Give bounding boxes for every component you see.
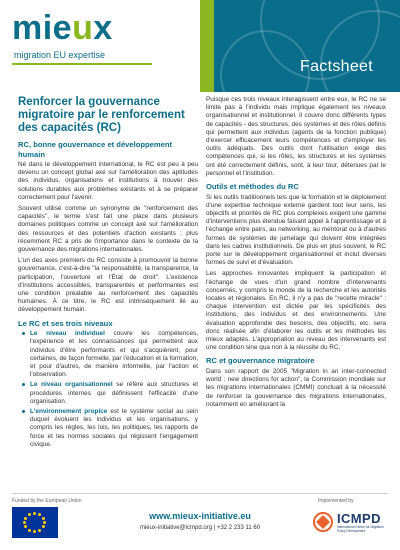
section-heading: Le RC et ses trois niveaux: [18, 318, 113, 328]
list-item-text: se réfère aux structures et procédures internes qui définissent l'efficacité d'une organisation.: [30, 381, 198, 405]
mieux-logo: [12, 8, 142, 70]
document-title: Renforcer la gouvernance migratoire par le renforcement des capacités (RC): [18, 96, 185, 134]
section-heading: RC, bonne gouvernance et développement humain: [18, 140, 173, 159]
eu-star-icon: [28, 529, 31, 532]
banner-title: Factsheet: [300, 58, 373, 75]
list-item-text: est le système social au sein duquel évoluent les individus et les organisations, y compris les règles, les lois, les politiques, les rapports de force et les normes sociales qui régissent l'engagement civique.: [30, 407, 198, 448]
contact-info: mieux-initiative@icmpd.org | +32 2 233 11 60: [139, 525, 261, 531]
eu-star-icon: [33, 512, 36, 515]
factsheet-banner: [200, 0, 400, 92]
logo-wordmark: [12, 8, 113, 48]
list-item-lead: Le niveau organisationnel: [30, 381, 113, 389]
eu-star-icon: [33, 530, 36, 533]
levels-list: [18, 330, 198, 449]
paragraph: Souvent utilisé comme un synonyme de "renforcement des capacités", le terme s'est fait une place dans plusieurs domaines politiques comme un concept axé sur l'amélioration des ressources et des potentiels d'action existants ; plus récemment RC a pris de l'importance dans le contexte de la gouvernance des migrations internationales.: [18, 205, 198, 254]
icmpd-mark-icon: [312, 511, 334, 533]
logo-text-accent: u: [72, 9, 94, 47]
website-link[interactable]: www.mieux-initiative.eu: [149, 511, 251, 521]
paragraph: Né dans le développement international, le RC est peu à peu devenu un concept global axé sur l'amélioration des aptitudes des individus, organisations et institutions à trouver des solutions durables aux problèmes existants et à se préparer correctement pour l'avenir.: [18, 161, 198, 201]
page-footer: [0, 493, 400, 550]
footer-divider: [12, 493, 388, 494]
paragraph: Les approches innovantes impliquent la participation et l'échange de vues d'un grand nombre d'intervenants concernés, y compris le monde de la recherche et les autorités locales et régionales. En RC, il n'y a pas de "recette miracle" : chaque intervention est dictée par les spécificités des institutions, des individus et des environnements. Une évaluation approfondie des besoins, des objectifs, etc. sera donc réalisée afin d'élaborer les outils et les méthodes les mieux adaptés. L'appropriation au niveau des intervenants est une condition sine qua non à la réussite du RC.: [206, 270, 386, 352]
eu-star-icon: [38, 529, 41, 532]
eu-flag-icon: [12, 507, 58, 538]
list-item-text: couvre les compétences, l'expérience et les connaissances qui permettent aux individus d'être performants et qui s'acquièrent, pour certaines, de façon formelle, par l'éducation et la formation, et pour d'autres, de manière informelle, par l'action et l'observation.: [30, 330, 198, 379]
eu-star-icon: [43, 521, 46, 524]
eu-star-icon: [38, 513, 41, 516]
logo-underline: [12, 63, 152, 65]
eu-star-icon: [42, 517, 45, 520]
left-column: [18, 96, 198, 452]
section-heading: RC et gouvernance migratoire: [206, 356, 315, 366]
logo-text-end: x: [93, 9, 113, 47]
right-column: [206, 96, 386, 412]
list-item: [30, 330, 198, 379]
icmpd-description: International Centre for Migration Policy Development: [337, 525, 384, 533]
eu-star-icon: [24, 517, 27, 520]
page-header: [0, 0, 400, 92]
section-heading: Outils et méthodes du RC: [206, 182, 299, 192]
eu-star-icon: [24, 525, 27, 528]
implemented-by-label: Implemented by: [318, 498, 354, 504]
logo-text-main: mie: [12, 9, 73, 47]
list-item: [30, 381, 198, 406]
icmpd-logo: [312, 509, 392, 539]
paragraph: Si les outils traditionnels tels que la formation et le déploiement d'une expertise technique externe gardent tout leur sens, les objectifs et priorités de RC plus complexes exigent une gamme d'interventions plus étendue faisant appel à l'apprentissage et à l'échange entre pairs, au networking, au mentorat ou à d'autres formes de systèmes de jumelage qui doivent être intégrées dans les cadres institutionnels. De plus en plus souvent, le RC porte sur le développement organisationnel et inclut diverses formes de suivi et d'évaluation.: [206, 193, 386, 267]
funded-by-label: Funded by the European Union: [12, 498, 82, 504]
paragraph: Dans son rapport de 2005 "Migration in an inter-connected world : new directions for action", la Commission mondiale sur les migrations internationales (CMMI) concluait à la nécessité de renforcer la gouvernance des migrations internationales, notamment en améliorant la: [206, 367, 386, 408]
paragraph: Puisque ces trois niveaux interagissent entre eux, le RC ne se limite pas à l'individu mais implique également les niveaux organisationnel et institutionnel. Il couvre donc différents types de capacités - des structures, des systèmes et des rôles définis qui permettent aux individus (agents de la fonction publique) d'exercer efficacement leurs compétences et d'employer les outils adéquats. Des outils dont l'utilisation exige des compétences qui, si les rôles, les structures et les systèmes ont été correctement définis, sont, à leur tour, détenues par le personnel et l'institution.: [206, 96, 386, 177]
banner-green-stripe: [200, 0, 214, 92]
icmpd-name: ICMPD: [337, 511, 381, 526]
logo-tagline: migration EU expertise: [14, 50, 106, 60]
eu-star-icon: [28, 513, 31, 516]
list-item-lead: L'environnement propice: [30, 407, 108, 415]
eu-star-icon: [42, 525, 45, 528]
list-item-lead: Le niveau individuel: [30, 330, 105, 338]
eu-star-icon: [23, 521, 26, 524]
list-item: [30, 408, 198, 449]
paragraph: L'un des axes premiers du RC consiste à promouvoir la bonne gouvernance, c'est-à-dire "la responsabilité, la transparence, la participation, l'ouverture et l'État de droit". L'existence d'institutions accessibles, transparentes et performantes est une condition préalable au renforcement des capacités humaines. À ce titre, le RC est intrinsèquement lié au développement humain.: [18, 257, 198, 314]
